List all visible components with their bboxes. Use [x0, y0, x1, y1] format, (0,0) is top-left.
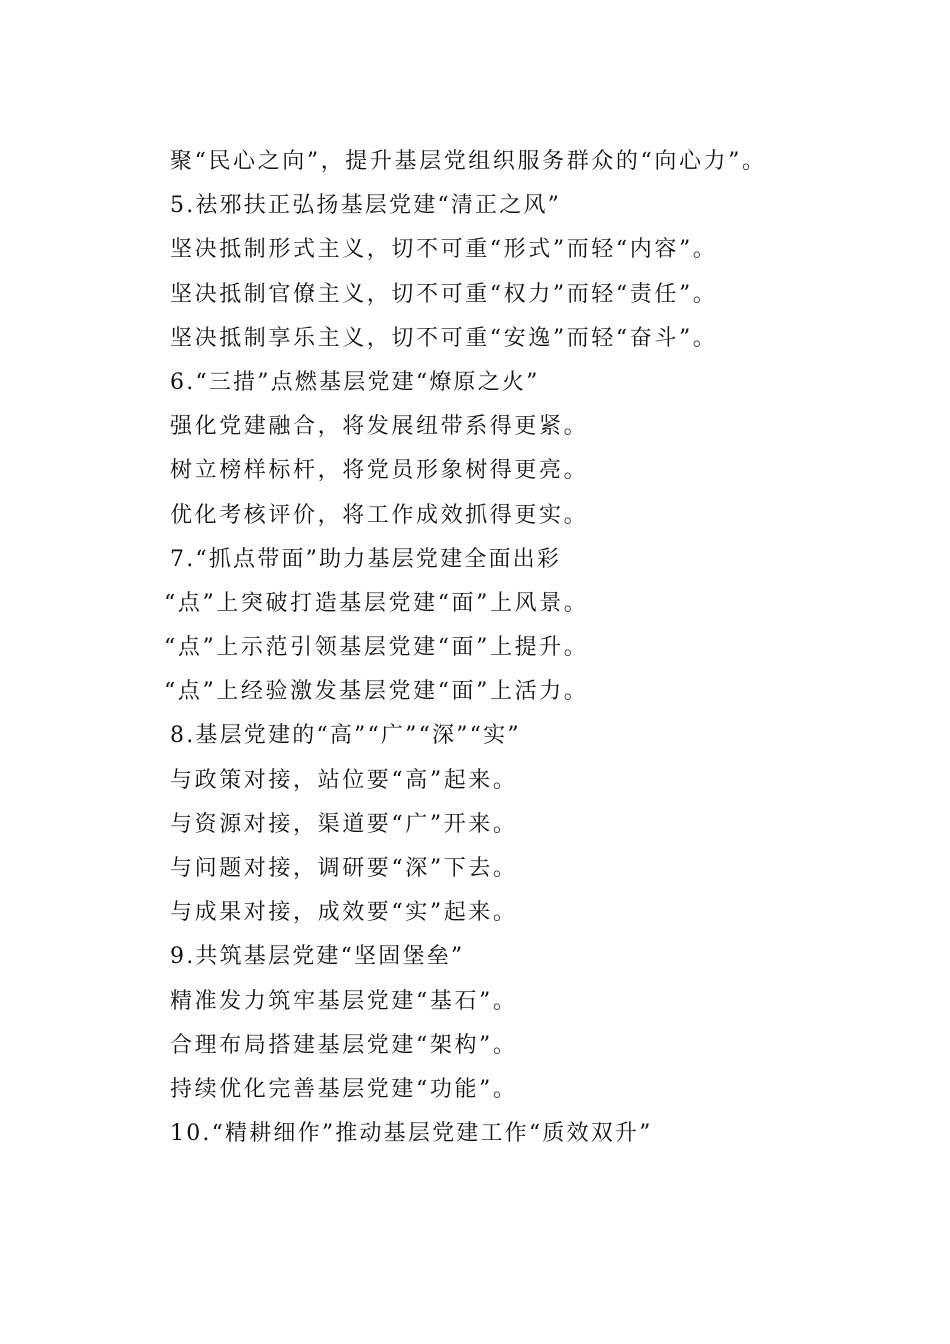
paragraph-line: 精准发力筑牢基层党建“基石”。 [170, 988, 518, 1014]
section-heading-5: 5.祛邪扶正弘扬基层党建“清正之风” [170, 193, 562, 219]
paragraph-line: 与资源对接，渠道要“广”开来。 [170, 811, 518, 837]
paragraph-line: 坚决抵制官僚主义，切不可重“权力”而轻“责任”。 [170, 281, 718, 307]
paragraph-line: 合理布局搭建基层党建“架构”。 [170, 1032, 518, 1058]
section-heading-9: 9.共筑基层党建“坚固堡垒” [170, 944, 465, 970]
paragraph-line: 与成果对接，成效要“实”起来。 [170, 900, 518, 926]
paragraph-line: 坚决抵制享乐主义，切不可重“安逸”而轻“奋斗”。 [170, 325, 718, 351]
paragraph-line: “点”上经验激发基层党建“面”上活力。 [164, 679, 589, 705]
section-heading-8: 8.基层党建的“高”“广”“深”“实” [170, 723, 521, 749]
paragraph-line: 持续优化完善基层党建“功能”。 [170, 1076, 518, 1102]
section-heading-10: 10.“精耕细作”推动基层党建工作“质效双升” [170, 1121, 653, 1147]
paragraph-line: 聚“民心之向”，提升基层党组织服务群众的“向心力”。 [170, 149, 767, 174]
document-body [164, 140, 870, 1156]
paragraph-line: 坚决抵制形式主义，切不可重“形式”而轻“内容”。 [170, 237, 718, 263]
paragraph-line: “点”上突破打造基层党建“面”上风景。 [164, 590, 589, 616]
paragraph-line: “点”上示范引领基层党建“面”上提升。 [164, 635, 589, 661]
paragraph-line: 强化党建融合，将发展纽带系得更紧。 [170, 414, 589, 440]
paragraph-line: 优化考核评价，将工作成效抓得更实。 [170, 502, 589, 528]
section-heading-7: 7.“抓点带面”助力基层党建全面出彩 [170, 546, 562, 572]
paragraph-line: 与问题对接，调研要“深”下去。 [170, 856, 518, 881]
paragraph-line: 与政策对接，站位要“高”起来。 [170, 767, 518, 793]
paragraph-line: 树立榜样标杆，将党员形象树得更亮。 [170, 458, 589, 484]
section-heading-6: 6.“三措”点燃基层党建“燎原之火” [170, 369, 540, 395]
